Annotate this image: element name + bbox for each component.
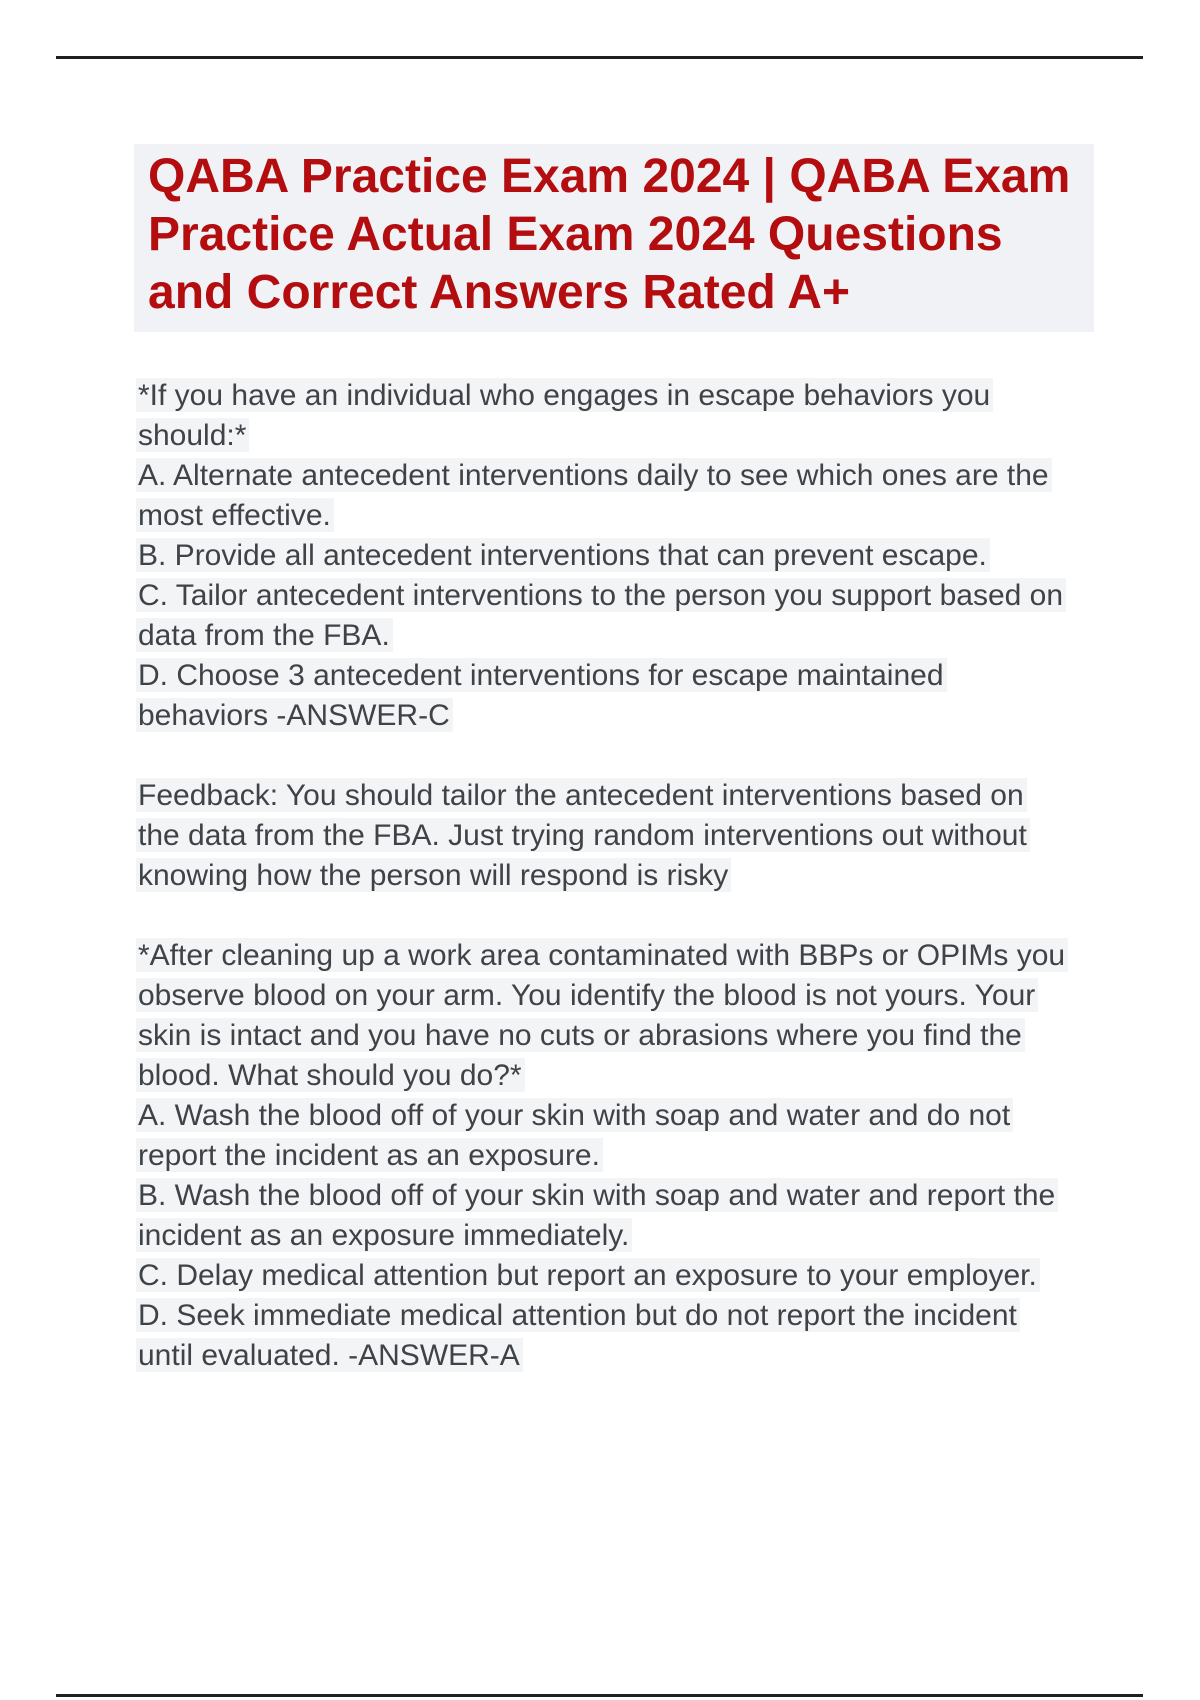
highlighted-text: data from the FBA. [136, 618, 393, 652]
text-line [136, 616, 1146, 656]
text-line [136, 1056, 1146, 1096]
highlighted-text: *If you have an individual who engages in escape behaviors you [136, 378, 993, 412]
highlighted-text: knowing how the person will respond is risky [136, 858, 731, 892]
highlighted-text: until evaluated. -ANSWER-A [136, 1338, 523, 1372]
highlighted-text: B. Wash the blood off of your skin with soap and water and report the [136, 1178, 1058, 1212]
highlighted-text: D. Choose 3 antecedent interventions for escape maintained [136, 658, 947, 692]
text-line [136, 1256, 1146, 1296]
highlighted-text: A. Wash the blood off of your skin with soap and water and do not [136, 1098, 1013, 1132]
highlighted-text: observe blood on your arm. You identify the blood is not yours. Your [136, 978, 1038, 1012]
text-line [136, 496, 1146, 536]
text-line [136, 1296, 1146, 1336]
text-line [136, 1096, 1146, 1136]
title-line: Practice Actual Exam 2024 Questions [148, 208, 1003, 261]
highlighted-text: C. Tailor antecedent interventions to the person you support based on [136, 578, 1066, 612]
text-line [136, 856, 1146, 896]
text-line [136, 1336, 1146, 1376]
bottom-rule [56, 1694, 1143, 1697]
paragraph [136, 936, 1146, 1376]
highlighted-text: skin is intact and you have no cuts or abrasions where you find the [136, 1018, 1025, 1052]
title-line: QABA Practice Exam 2024 | QABA Exam [148, 150, 1071, 203]
text-line [136, 456, 1146, 496]
highlighted-text: Feedback: You should tailor the antecedent interventions based on [136, 778, 1027, 812]
highlighted-text: A. Alternate antecedent interventions daily to see which ones are the [136, 458, 1052, 492]
text-line [136, 416, 1146, 456]
paragraph [136, 776, 1146, 896]
highlighted-text: C. Delay medical attention but report an exposure to your employer. [136, 1258, 1040, 1292]
text-line [136, 536, 1146, 576]
text-line [136, 576, 1146, 616]
highlighted-text: D. Seek immediate medical attention but do not report the incident [136, 1298, 1020, 1332]
highlighted-text: blood. What should you do?* [136, 1058, 525, 1092]
text-line [136, 1136, 1146, 1176]
highlighted-text: incident as an exposure immediately. [136, 1218, 632, 1252]
text-line [136, 936, 1146, 976]
text-line [136, 696, 1146, 736]
title-line: and Correct Answers Rated A+ [148, 266, 850, 319]
text-line [136, 1016, 1146, 1056]
highlighted-text: the data from the FBA. Just trying random interventions out without [136, 818, 1030, 852]
text-line [136, 776, 1146, 816]
document-body [136, 376, 1146, 1376]
top-rule [56, 56, 1143, 59]
highlighted-text: *After cleaning up a work area contaminated with BBPs or OPIMs you [136, 938, 1068, 972]
text-line [136, 1216, 1146, 1256]
document-title [134, 144, 1094, 332]
text-line [136, 816, 1146, 856]
text-line [136, 656, 1146, 696]
text-line [136, 376, 1146, 416]
highlighted-text: behaviors -ANSWER-C [136, 698, 453, 732]
highlighted-text: should:* [136, 418, 249, 452]
text-line [136, 976, 1146, 1016]
text-line [136, 1176, 1146, 1216]
highlighted-text: B. Provide all antecedent interventions that can prevent escape. [136, 538, 990, 572]
highlighted-text: most effective. [136, 498, 334, 532]
highlighted-text: report the incident as an exposure. [136, 1138, 603, 1172]
paragraph [136, 376, 1146, 736]
